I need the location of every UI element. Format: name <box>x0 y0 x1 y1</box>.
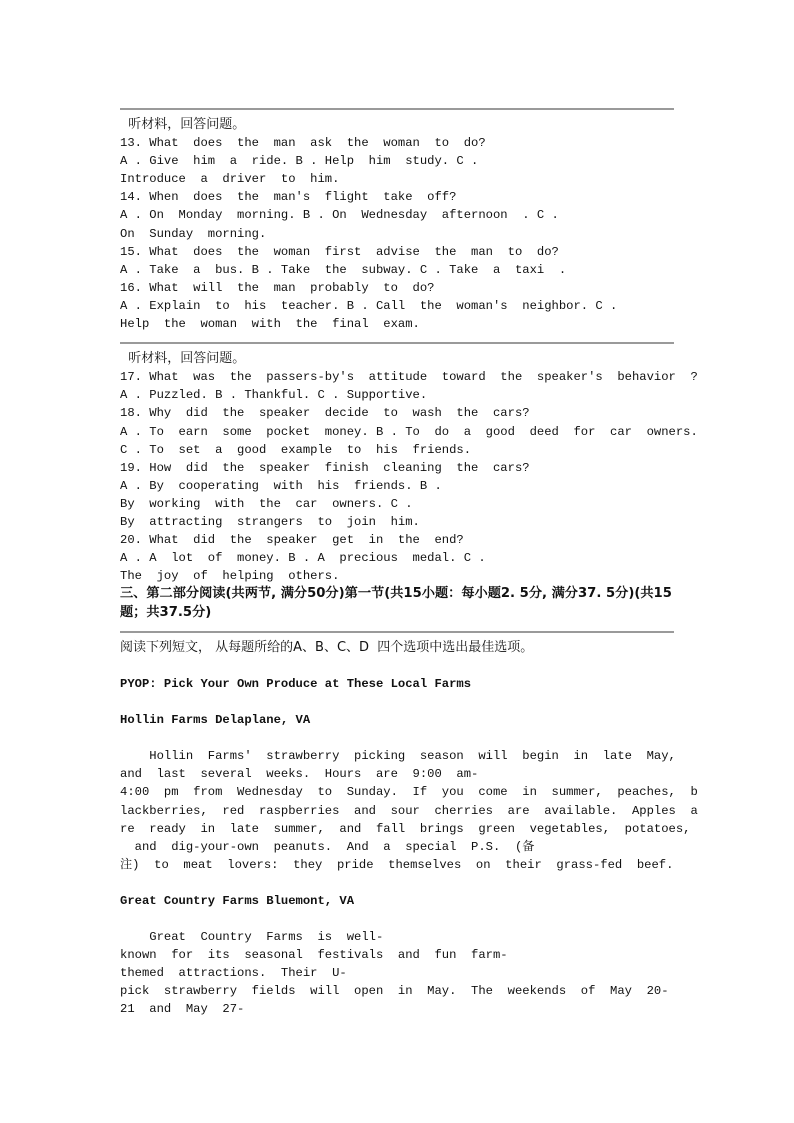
text-line: The joy of helping others. <box>120 569 340 584</box>
text-line: Great Country Farms is well- <box>120 929 384 944</box>
section-instruction: 阅读下列短文， 从每题所给的A、B、C、D 四个选项中选出最佳选项。 <box>120 639 534 655</box>
farm-heading: Hollin Farms Delaplane, VA <box>120 713 311 728</box>
text-line: A . To earn some pocket money. B . To do a good deed for car owners. <box>120 424 698 439</box>
listening-section-1 <box>120 116 674 333</box>
text-line: A . Give him a ride. B . Help him study. C . <box>120 154 479 169</box>
text-line: A . By cooperating with his friends. B . <box>120 478 442 493</box>
text-line: On Sunday morning. <box>120 226 267 241</box>
farm-heading: Great Country Farms Bluemont, VA <box>120 893 355 908</box>
text-line: 16. What will the man probably to do? <box>120 280 435 295</box>
text-line: Help the woman with the final exam. <box>120 317 420 332</box>
text-line: lackberries, red raspberries and sour cherries are available. Apples a <box>120 803 698 818</box>
text-line: pick strawberry fields will open in May. The weekends of May 20- <box>120 984 669 999</box>
text-line: themed attractions. Their U- <box>120 966 347 981</box>
text-line: By working with the car owners. C . <box>120 496 413 511</box>
document-page <box>120 108 698 1018</box>
text-line: re ready in late summer, and fall brings green vegetables, potatoes, <box>120 821 691 836</box>
text-line: 注) to meat lovers: they pride themselves on their grass-fed beef. <box>120 857 674 872</box>
text-line: A . On Monday morning. B . On Wednesday afternoon . C . <box>120 208 559 223</box>
text-line: A . A lot of money. B . A precious medal. C . <box>120 551 486 566</box>
part-title: 三、第二部分阅读(共两节, 满分50分)第一节(共15小题：每小题2. 5分, 满分37. 5分)(共15题；共37.5分) <box>120 586 672 620</box>
text-line: A . Take a bus. B . Take the subway. C . Take a taxi . <box>120 262 567 277</box>
listening-section-2 <box>120 350 698 622</box>
text-line: By attracting strangers to join him. <box>120 514 420 529</box>
text-line: 13. What does the man ask the woman to do? <box>120 136 486 151</box>
text-line: 21 and May 27- <box>120 1002 245 1017</box>
text-line: and dig-your-own peanuts. And a special P.S. (备 <box>120 839 535 854</box>
text-line: 19. How did the speaker finish cleaning the cars? <box>120 460 530 475</box>
section-instruction: 听材料，回答问题。 <box>120 117 246 132</box>
text-line: A . Puzzled. B . Thankful. C . Supportive. <box>120 388 428 403</box>
article-title: PYOP: Pick Your Own Produce at These Local Farms <box>120 677 472 692</box>
text-line: A . Explain to his teacher. B . Call the woman's neighbor. C . <box>120 298 618 313</box>
text-line: 15. What does the woman first advise the man to do? <box>120 244 559 259</box>
text-line: 18. Why did the speaker decide to wash the cars? <box>120 406 530 421</box>
text-line: 20. What did the speaker get in the end? <box>120 533 464 548</box>
text-line: known for its seasonal festivals and fun farm- <box>120 948 508 963</box>
text-line: and last several weeks. Hours are 9:00 am- <box>120 767 479 782</box>
text-line: C . To set a good example to his friends. <box>120 442 472 457</box>
section-instruction: 听材料，回答问题。 <box>120 351 246 367</box>
reading-section <box>120 639 698 1019</box>
text-line: 4:00 pm from Wednesday to Sunday. If you come in summer, peaches, b <box>120 785 698 800</box>
text-line: Introduce a driver to him. <box>120 172 340 187</box>
text-line: 14. When does the man's flight take off? <box>120 190 457 205</box>
text-line: Hollin Farms' strawberry picking season will begin in late May, <box>120 749 676 764</box>
text-line: 17. What was the passers-by's attitude toward the speaker's behavior ? <box>120 370 698 385</box>
